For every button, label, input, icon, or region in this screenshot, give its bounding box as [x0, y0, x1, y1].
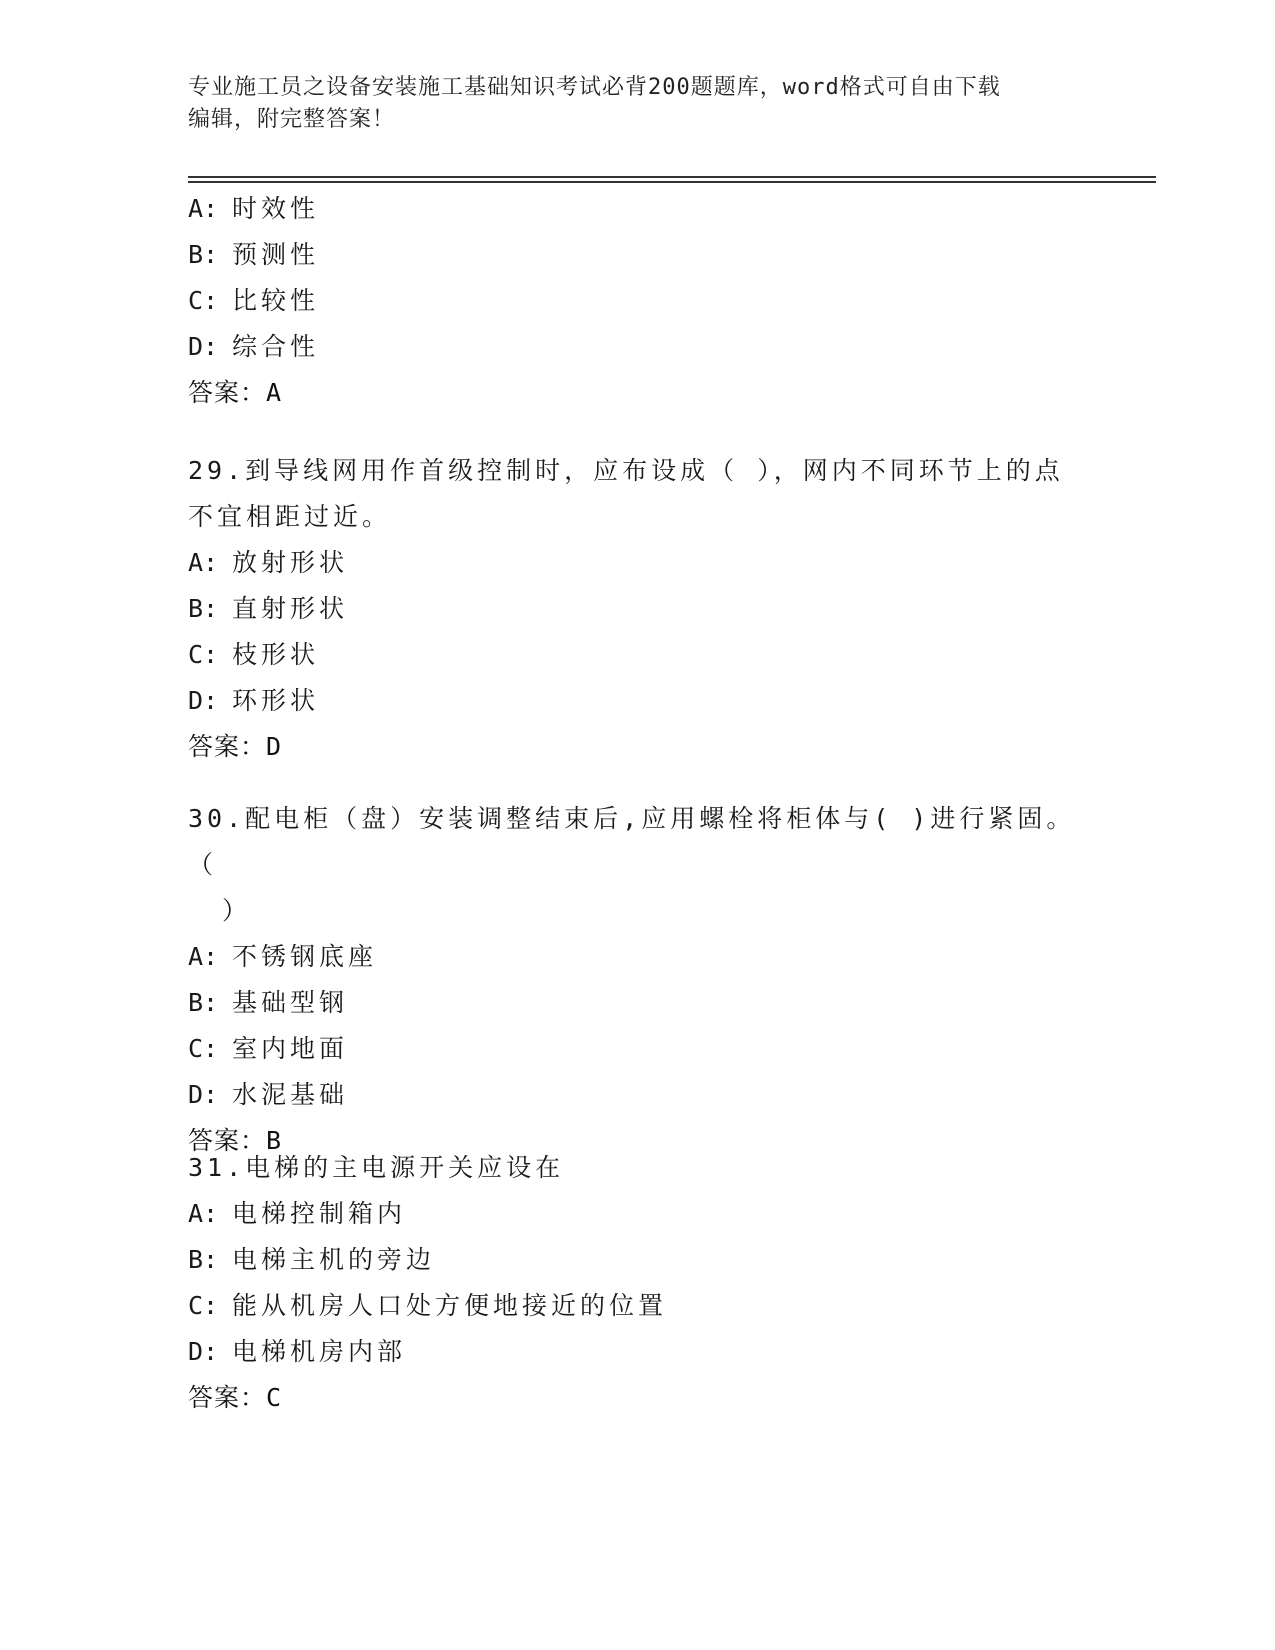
answer-line: 答案：A [188, 378, 283, 407]
option-key: D: [188, 332, 219, 361]
option-b [188, 586, 1088, 632]
option-key: D: [188, 1080, 219, 1109]
option-key: C: [188, 1034, 219, 1063]
option-text: 环形状 [232, 686, 320, 715]
option-text: 枝形状 [232, 640, 320, 669]
answer-line: 答案：C [188, 1383, 283, 1412]
answer-line: 答案：D [188, 732, 283, 761]
option-key: B: [188, 1245, 219, 1274]
question-29 [188, 448, 1088, 770]
option-key: A: [188, 548, 219, 577]
option-text: 能从机房人口处方便地接近的位置 [232, 1291, 668, 1320]
question-31 [188, 1145, 1088, 1421]
option-key: A: [188, 942, 219, 971]
question-stem-line-1: 31.电梯的主电源开关应设在 [188, 1153, 565, 1182]
option-key: C: [188, 640, 219, 669]
question-30 [188, 796, 1088, 1164]
option-text: 直射形状 [232, 594, 349, 623]
option-key: A: [188, 1199, 219, 1228]
option-d [188, 1329, 1088, 1375]
option-text: 基础型钢 [232, 988, 349, 1017]
option-a [188, 1191, 1088, 1237]
option-d [188, 1072, 1088, 1118]
option-c [188, 278, 1088, 324]
option-a [188, 186, 1088, 232]
option-b [188, 232, 1088, 278]
question-28-continued [188, 186, 1088, 416]
option-text: 不锈钢底座 [232, 942, 378, 971]
option-text: 综合性 [232, 332, 320, 361]
option-text: 电梯主机的旁边 [232, 1245, 436, 1274]
option-b [188, 1237, 1088, 1283]
option-text: 预测性 [232, 240, 320, 269]
header-line-1: 专业施工员之设备安装施工基础知识考试必背200题题库，word格式可自由下载 [188, 75, 1001, 100]
option-text: 放射形状 [232, 548, 349, 577]
option-d [188, 678, 1088, 724]
option-key: D: [188, 686, 219, 715]
option-a [188, 540, 1088, 586]
option-key: A: [188, 194, 219, 223]
option-text: 时效性 [232, 194, 320, 223]
option-key: C: [188, 1291, 219, 1320]
option-key: B: [188, 594, 219, 623]
answer-line: 答案：B [188, 1126, 283, 1155]
question-stem-line-2: 不宜相距过近。 [188, 502, 392, 531]
option-c [188, 1026, 1088, 1072]
option-d [188, 324, 1088, 370]
option-text: 电梯机房内部 [232, 1337, 407, 1366]
option-key: B: [188, 988, 219, 1017]
option-text: 比较性 [232, 286, 320, 315]
header-line-2: 编辑，附完整答案！ [188, 107, 396, 132]
question-stem-line-2: ） [222, 896, 252, 925]
document-header [188, 72, 1088, 136]
option-text: 电梯控制箱内 [232, 1199, 407, 1228]
option-a [188, 934, 1088, 980]
option-key: B: [188, 240, 219, 269]
option-c [188, 1283, 1088, 1329]
option-key: D: [188, 1337, 219, 1366]
option-text: 室内地面 [232, 1034, 349, 1063]
option-key: C: [188, 286, 219, 315]
header-divider-top [188, 176, 1156, 178]
question-stem-line-1: 29.到导线网用作首级控制时，应布设成（ ），网内不同环节上的点 [188, 456, 1064, 485]
header-divider-bottom [188, 181, 1156, 183]
option-c [188, 632, 1088, 678]
option-b [188, 980, 1088, 1026]
question-stem-line-1: 30.配电柜（盘）安装调整结束后,应用螺栓将柜体与( )进行紧固。（ [188, 804, 1076, 879]
option-text: 水泥基础 [232, 1080, 349, 1109]
